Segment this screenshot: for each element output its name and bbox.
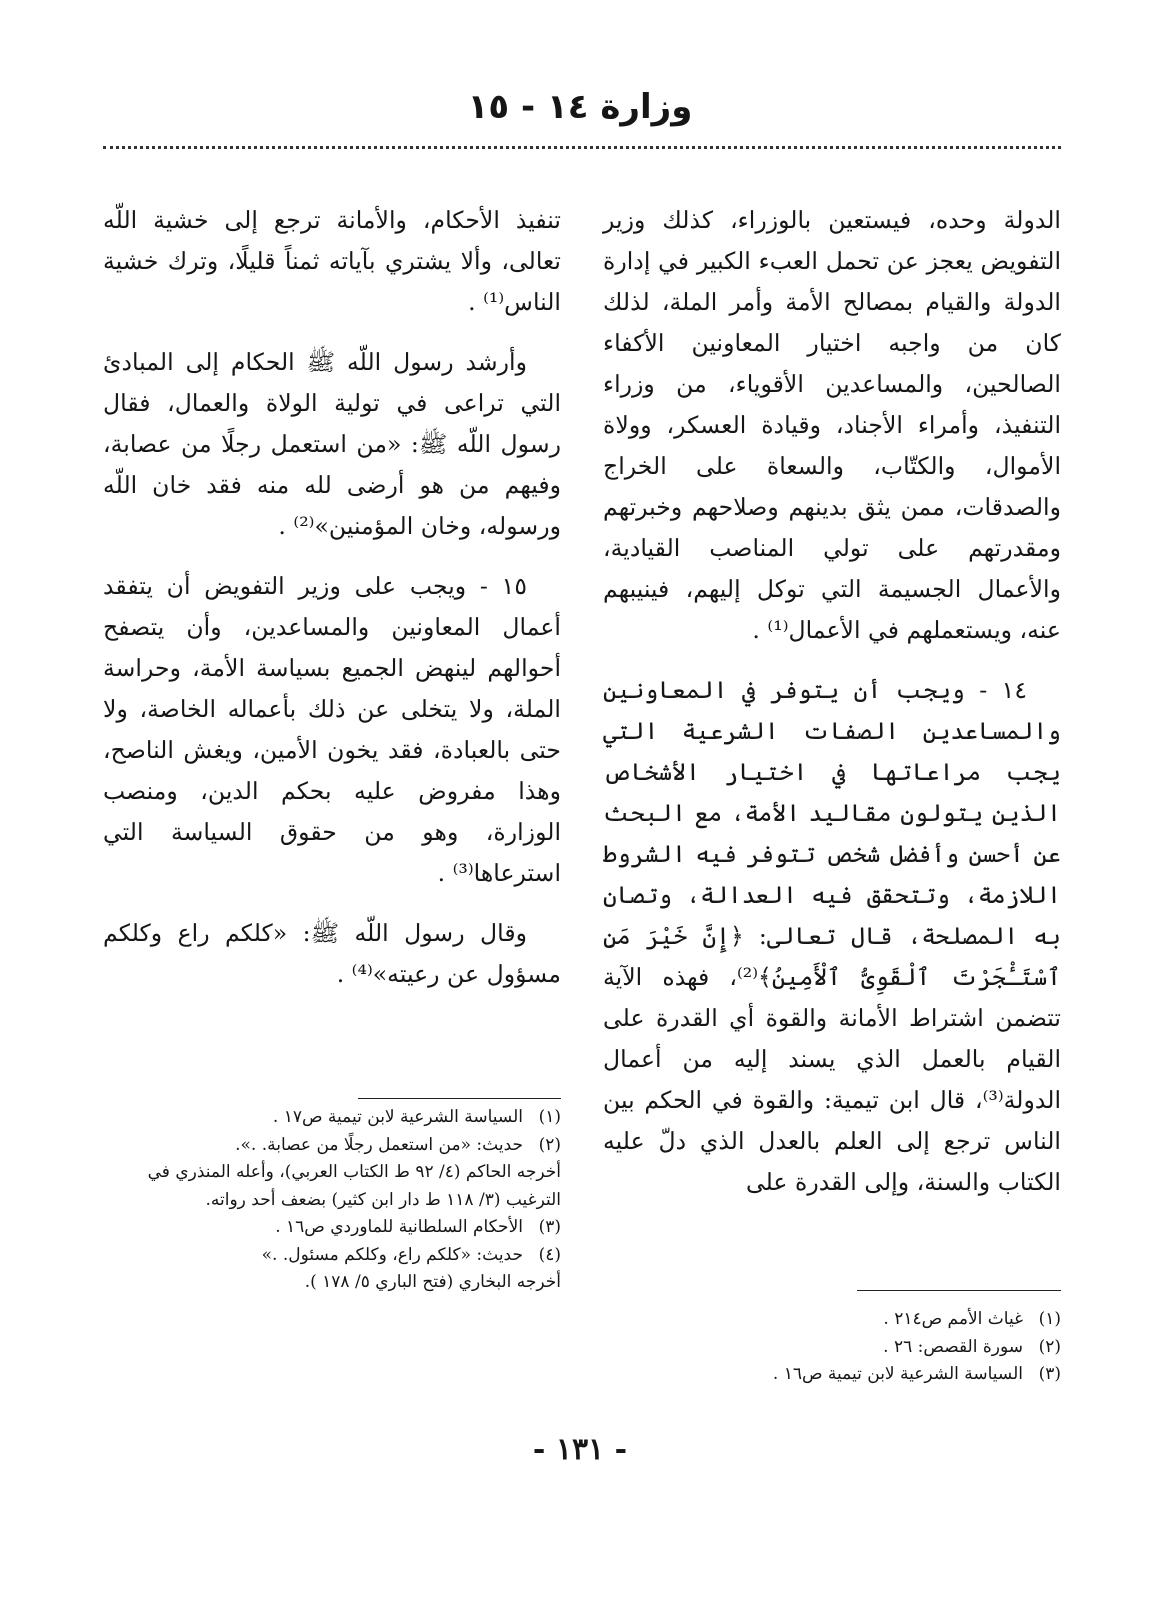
header-dotted-divider [103, 146, 1061, 149]
footnote [603, 1361, 1061, 1389]
footnote-marker: (٤) [538, 1244, 561, 1265]
body-paragraph: وأرشد رسول اللّه ﷺ الحكام إلى المبادئ التي تراعى في تولية الولاة والعمال، فقال رسول اللّه ﷺ: «من استعمل رجلًا من عصابة، وفيهم من هو أرضى لله منه فقد خان اللّه ورسوله، وخان المؤمنين»⁽²⁾ . [103, 348, 561, 540]
footnote-text: السياسة الشرعية لابن تيمية ص١٧ . [272, 1107, 523, 1127]
footnote-text: غياث الأمم ص٢١٤ . [883, 1309, 1023, 1329]
body-paragraph: وقال رسول اللّه ﷺ: «كلكم راع وكلكم مسؤول عن رعيته»⁽⁴⁾ . [103, 919, 561, 988]
footnote [103, 1214, 561, 1242]
body-paragraph: ١٥ - ويجب على وزير التفويض أن يتفقد أعمال المعاونين والمساعدين، وأن يتصفح أحوالهم لينهض الجميع بسياسة الأمة، وحراسة الملة، ولا يتخلى عن ذلك بأعماله الخاصة، ولا حتى بالعبادة، فقد يخون الأمين، ويغش الناصح، وهذا مفروض عليه بحكم الدين، ومنصب الوزارة، وهو من حقوق السياسة التي استرعاها⁽³⁾ . [103, 572, 561, 887]
footnote-marker: (٣) [1038, 1364, 1061, 1384]
footnote [603, 1306, 1061, 1334]
body-paragraph: الدولة وحده، فيستعين بالوزراء، كذلك وزير التفويض يعجز عن تحمل العبء الكبير في إدارة الدولة والقيام بمصالح الأمة وأمر الملة، لذلك كان من واجبه اختيار المعاونين الأكفاء الصالحين، والمساعدين الأقوياء، من وزراء التنفيذ، وأمراء الأجناد، وقيادة العسكر، وولاة الأموال، والكتّاب، والسعاة على الخراج والصدقات، ممن يثق بدينهم وصلاحهم وخبرتهم ومقدرتهم على تولي المناصب القيادية، والأعمال الجسيمة التي توكل إليهم، فينيبهم عنه، ويستعملهم في الأعمال⁽¹⁾ . [603, 206, 1061, 644]
right-footnote-divider [857, 1290, 1061, 1291]
footnote [103, 1132, 561, 1160]
page-header-title: وزارة ١٤ - ١٥ [467, 87, 693, 127]
footnote-continuation: أخرجه البخاري (فتح الباري ٥/ ١٧٨ ). [304, 1272, 561, 1292]
page-number: - ١٣١ - [532, 1432, 628, 1467]
footnote-text: حديث: «من استعمل رجلًا من عصابة. .». [235, 1134, 523, 1155]
footnote-text: سورة القصص: ٢٦ . [883, 1336, 1023, 1357]
footnote-continuation: أخرجه الحاكم (٤/ ٩٢ ط الكتاب العربي)، وأعله المنذري في الترغيب (٣/ ١١٨ ط دار ابن كثير) بضعف أحد رواته. [147, 1162, 561, 1210]
body-paragraph: ١٤ - ويجب أن يتوفر في المعاونين والمساعدين الصفات الشرعية التي يجب مراعاتها في اختيار الأشخاص الذين يتولون مقاليد الأمة، مع البحث عن أحسن وأفضل شخص تتوفر فيه الشروط اللازمة، وتتحقق فيه العدالة، وتصان به المصلحة، قال تعالى: ﴿إِنَّ خَيْرَ مَنِ ٱسْتَـْٔجَرْتَ ٱلْقَوِىُّ ٱلْأَمِينُ﴾⁽²⁾، فهذه الآية تتضمن اشتراط الأمانة والقوة أي القدرة على القيام بالعمل الذي يسند إليه من أعمال الدولة⁽³⁾، قال ابن تيمية: والقوة في الحكم بين الناس ترجع إلى العلم بالعدل الذي دلّ عليه الكتاب والسنة، وإلى القدرة على [603, 676, 1061, 1196]
left-footnotes [103, 1104, 561, 1297]
right-column [603, 200, 1061, 1203]
footnote-marker: (١) [538, 1107, 561, 1127]
footnote-text: الأحكام السلطانية للماوردي ص١٦ . [275, 1217, 523, 1237]
footnote-marker: (٣) [538, 1217, 561, 1237]
footnote [603, 1334, 1061, 1362]
body-paragraph: تنفيذ الأحكام، والأمانة ترجع إلى خشية اللّه تعالى، وألا يشتري بآياته ثمناً قليلًا، وترك خشية الناس⁽¹⁾ . [103, 206, 561, 316]
footnote-marker: (٢) [1038, 1336, 1061, 1357]
footnote-marker: (١) [1038, 1309, 1061, 1329]
footnote-marker: (٢) [538, 1134, 561, 1155]
left-column [103, 200, 561, 995]
footnote-text: السياسة الشرعية لابن تيمية ص١٦ . [772, 1364, 1023, 1384]
footnote-text: حديث: «كلكم راع، وكلكم مسئول. .» [261, 1244, 523, 1265]
footnote [103, 1104, 561, 1132]
footnote [103, 1242, 561, 1270]
right-footnotes [603, 1306, 1061, 1389]
left-footnote-divider [358, 1098, 561, 1099]
